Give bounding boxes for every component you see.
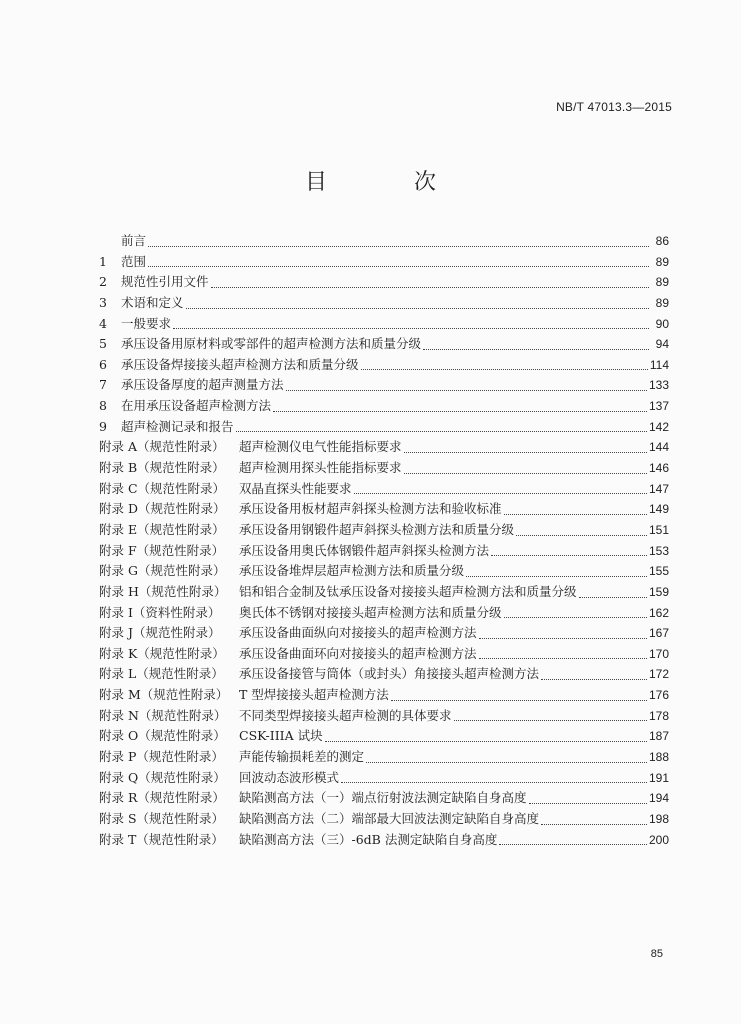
toc-entry[interactable] <box>99 396 669 417</box>
dot-leader <box>423 349 649 350</box>
toc-page-number: 146 <box>648 461 669 476</box>
appendix-title: T 型焊接接头超声检测方法 <box>239 687 389 703</box>
appendix-label: 附录 P（规范性附录） <box>99 749 224 765</box>
appendix-title: 承压设备接管与筒体（或封头）角接接头超声检测方法 <box>239 666 540 682</box>
toc-entry-number: 4 <box>99 315 107 331</box>
appendix-label: 附录 S（规范性附录） <box>99 810 225 826</box>
appendix-entry[interactable] <box>99 603 669 624</box>
toc-page-number: 191 <box>648 770 669 785</box>
toc-entry[interactable] <box>99 252 669 273</box>
dot-leader <box>541 679 647 680</box>
toc-page-number: 149 <box>648 502 669 517</box>
toc-entry-title: 承压设备用原材料或零部件的超声检测方法和质量分级 <box>121 336 422 352</box>
appendix-entry[interactable] <box>99 541 669 562</box>
appendix-entry[interactable] <box>99 520 669 541</box>
appendix-entry[interactable] <box>99 726 669 747</box>
dot-leader <box>504 514 647 515</box>
toc-page-number: 188 <box>648 750 669 765</box>
appendix-title: 不同类型焊接接头超声检测的具体要求 <box>239 707 452 723</box>
toc-page-number: 89 <box>655 275 669 290</box>
dot-leader <box>366 762 647 763</box>
appendix-label: 附录 B（规范性附录） <box>99 460 225 476</box>
toc-entry-title: 一般要求 <box>121 315 172 331</box>
toc-page-number: 159 <box>648 584 669 599</box>
appendix-title: 超声检测用探头性能指标要求 <box>239 460 402 476</box>
toc-entry-number: 9 <box>99 418 107 434</box>
appendix-label: 附录 K（规范性附录） <box>99 645 225 661</box>
appendix-entry[interactable] <box>99 437 669 458</box>
appendix-label: 附录 J（规范性附录） <box>99 625 221 641</box>
toc-entry-number: 5 <box>99 336 107 352</box>
appendix-title: 超声检测仪电气性能指标要求 <box>239 439 402 455</box>
dot-leader <box>354 493 647 494</box>
toc-entry-title: 超声检测记录和报告 <box>121 418 234 434</box>
toc-entry-title: 在用承压设备超声检测方法 <box>121 398 272 414</box>
appendix-title: 承压设备曲面环向对接接头的超声检测方法 <box>239 645 477 661</box>
toc-page-number: 89 <box>655 254 669 269</box>
toc-page-number: 162 <box>648 605 669 620</box>
toc-entry[interactable] <box>99 375 669 396</box>
toc-page-number: 133 <box>648 378 669 393</box>
appendix-entry[interactable] <box>99 561 669 582</box>
appendix-entry[interactable] <box>99 623 669 644</box>
appendix-entry[interactable] <box>99 747 669 768</box>
toc-entry-number: 3 <box>99 294 107 310</box>
appendix-label: 附录 H（规范性附录） <box>99 583 227 599</box>
dot-leader <box>404 473 647 474</box>
toc-page-number: 151 <box>648 522 669 537</box>
toc-entry-title: 承压设备厚度的超声测量方法 <box>121 377 284 393</box>
appendix-title: 承压设备用板材超声斜探头检测方法和验收标准 <box>239 501 502 517</box>
toc-entry[interactable] <box>99 417 669 438</box>
dot-leader <box>341 782 647 783</box>
toc-page-number: 94 <box>655 337 669 352</box>
toc-entry-title: 术语和定义 <box>121 294 184 310</box>
toc-entry-title: 前言 <box>121 233 147 248</box>
appendix-label: 附录 M（规范性附录） <box>99 687 229 703</box>
toc-page-number: 86 <box>655 234 669 248</box>
appendix-label: 附录 G（规范性附录） <box>99 563 226 579</box>
appendix-label: 附录 L（规范性附录） <box>99 666 224 682</box>
dot-leader <box>491 555 647 556</box>
dot-leader <box>391 700 647 701</box>
appendix-entry[interactable] <box>99 768 669 789</box>
toc-page-number: 194 <box>648 791 669 806</box>
appendix-entry[interactable] <box>99 685 669 706</box>
toc-page-number: 176 <box>648 688 669 703</box>
toc-entry[interactable] <box>99 334 669 355</box>
appendix-title: 铝和铝合金制及钛承压设备对接接头超声检测方法和质量分级 <box>239 583 577 599</box>
toc-page-number: 142 <box>648 419 669 434</box>
dot-leader <box>148 246 649 247</box>
page-number: 85 <box>650 948 663 960</box>
toc-page-number: 89 <box>655 295 669 310</box>
toc-page-number: 153 <box>648 543 669 558</box>
dot-leader <box>479 658 647 659</box>
toc-entry-number: 8 <box>99 398 107 414</box>
appendix-label: 附录 R（规范性附录） <box>99 790 225 806</box>
toc-page-number: 200 <box>648 832 669 847</box>
appendix-label: 附录 N（规范性附录） <box>99 707 227 723</box>
toc-entry[interactable] <box>99 272 669 293</box>
table-of-contents <box>99 231 669 850</box>
appendix-entry[interactable] <box>99 830 669 851</box>
dot-leader <box>516 535 647 536</box>
appendix-title: 承压设备堆焊层超声检测方法和质量分级 <box>239 563 465 579</box>
appendix-title: 声能传输损耗差的测定 <box>239 749 365 765</box>
appendix-label: 附录 O（规范性附录） <box>99 728 226 744</box>
dot-leader <box>361 369 648 370</box>
toc-entry[interactable] <box>99 231 669 252</box>
dot-leader <box>579 597 647 598</box>
dot-leader <box>466 576 647 577</box>
appendix-title: 缺陷测高方法（二）端部最大回波法测定缺陷自身高度 <box>239 810 540 826</box>
dot-leader <box>541 824 647 825</box>
appendix-label: 附录 F（规范性附录） <box>99 542 225 558</box>
dot-leader <box>529 803 647 804</box>
appendix-label: 附录 C（规范性附录） <box>99 480 226 496</box>
dot-leader <box>479 638 647 639</box>
toc-page-number: 114 <box>649 357 669 372</box>
toc-page-number: 178 <box>648 708 669 723</box>
appendix-title: 双晶直探头性能要求 <box>239 480 352 496</box>
appendix-title: 奥氏体不锈钢对接接头超声检测方法和质量分级 <box>239 604 502 620</box>
toc-page-number: 155 <box>648 564 669 579</box>
appendix-title: 回波动态波形模式 <box>239 769 340 785</box>
appendix-label: 附录 Q（规范性附录） <box>99 769 226 785</box>
toc-entry-number: 7 <box>99 377 107 393</box>
toc-entry-title: 范围 <box>121 253 147 269</box>
appendix-title: CSK-IIIA 试块 <box>239 728 323 744</box>
appendix-entry[interactable] <box>99 479 669 500</box>
toc-entry-number: 6 <box>99 356 107 372</box>
toc-entry-number: 2 <box>99 274 107 290</box>
dot-leader <box>454 720 647 721</box>
appendix-entry[interactable] <box>99 644 669 665</box>
appendix-title: 缺陷测高方法（一）端点衍射波法测定缺陷自身高度 <box>239 790 527 806</box>
dot-leader <box>148 266 649 267</box>
toc-page-number: 147 <box>648 481 669 496</box>
appendix-title: 承压设备用奥氏体钢锻件超声斜探头检测方法 <box>239 542 490 558</box>
toc-page-number: 172 <box>648 667 669 682</box>
appendix-label: 附录 D（规范性附录） <box>99 501 226 517</box>
appendix-entry[interactable] <box>99 809 669 830</box>
appendix-title: 承压设备曲面纵向对接接头的超声检测方法 <box>239 625 477 641</box>
toc-entry-title: 承压设备焊接接头超声检测方法和质量分级 <box>121 356 359 372</box>
standard-code: NB/T 47013.3—2015 <box>556 100 672 114</box>
toc-page-number: 187 <box>648 729 669 744</box>
dot-leader <box>404 452 647 453</box>
toc-page-number: 170 <box>648 646 669 661</box>
appendix-label: 附录 A（规范性附录） <box>99 439 225 455</box>
toc-entry[interactable] <box>99 314 669 335</box>
dot-leader <box>325 741 647 742</box>
appendix-label: 附录 E（规范性附录） <box>99 521 225 537</box>
toc-entry[interactable] <box>99 293 669 314</box>
toc-entry[interactable] <box>99 355 669 376</box>
page-title: 目 次 <box>305 170 476 195</box>
dot-leader <box>273 411 647 412</box>
appendix-entry[interactable] <box>99 788 669 809</box>
dot-leader <box>186 308 649 309</box>
appendix-entry[interactable] <box>99 706 669 727</box>
toc-page-number: 137 <box>648 399 669 414</box>
toc-entry-number: 1 <box>99 253 107 269</box>
toc-page-number: 144 <box>648 440 669 455</box>
dot-leader <box>211 287 649 288</box>
toc-page-number: 90 <box>655 316 669 331</box>
appendix-title: 承压设备用钢锻件超声斜探头检测方法和质量分级 <box>239 521 515 537</box>
appendix-entry[interactable] <box>99 664 669 685</box>
dot-leader <box>286 390 647 391</box>
toc-entry-title: 规范性引用文件 <box>121 274 209 290</box>
dot-leader <box>173 328 649 329</box>
dot-leader <box>499 844 647 845</box>
dot-leader <box>236 431 647 432</box>
appendix-label: 附录 I（资料性附录） <box>99 604 221 620</box>
appendix-entry[interactable] <box>99 458 669 479</box>
appendix-entry[interactable] <box>99 499 669 520</box>
dot-leader <box>504 617 647 618</box>
toc-page-number: 167 <box>648 626 669 641</box>
toc-page-number: 198 <box>648 811 669 826</box>
appendix-entry[interactable] <box>99 582 669 603</box>
appendix-title: 缺陷测高方法（三）-6dB 法测定缺陷自身高度 <box>239 831 498 847</box>
appendix-label: 附录 T（规范性附录） <box>99 831 224 847</box>
